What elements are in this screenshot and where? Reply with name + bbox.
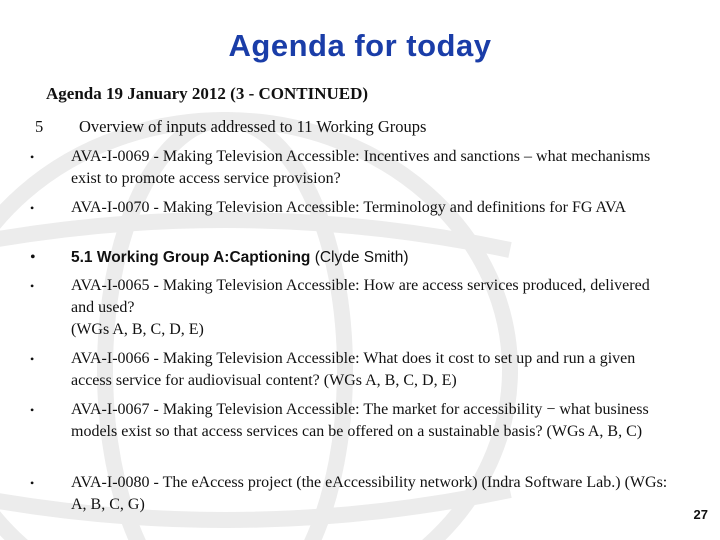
page-number: 27 [693, 507, 708, 522]
list-item-text: AVA-I-0070 - Making Television Accessible: Terminology and definitions for FG AVA [71, 199, 627, 216]
list-item [30, 472, 670, 516]
list-item [30, 146, 670, 190]
bullet-icon: • [30, 150, 35, 164]
agenda-subtitle: Agenda 19 January 2012 (3 - CONTINUED) [46, 84, 369, 103]
slide-title: Agenda for today [228, 28, 492, 63]
working-group-label: 5.1 Working Group A:Captioning [71, 249, 311, 266]
list-item [30, 275, 670, 341]
list-item-text: AVA-I-0067 - Making Television Accessible: The market for accessibility − what business models exist so that access services can be offered on a sustainable basis? (WGs A, B, C) [71, 401, 649, 440]
list-item-wgs: (WGs A, B, C, D, E) [71, 321, 204, 338]
working-group-lead: (Clyde Smith) [314, 249, 409, 266]
bullet-icon: • [30, 279, 35, 293]
list-item-text: AVA-I-0080 - The eAccess project (the eAccessibility network) (Indra Software Lab.) (WGs: A, B, C, G) [71, 474, 668, 513]
bullet-icon: • [30, 352, 35, 366]
agenda-item-number: 5 [35, 117, 44, 136]
agenda-item-title: Overview of inputs addressed to 11 Working Groups [79, 117, 427, 136]
bullet-icon: • [30, 201, 35, 215]
list-item-text: AVA-I-0069 - Making Television Accessible: Incentives and sanctions – what mechanisms exist to promote access service provision? [71, 148, 651, 187]
list-item [30, 197, 670, 219]
bullet-icon: • [30, 403, 35, 417]
list-item [30, 348, 670, 392]
list-item-text: AVA-I-0065 - Making Television Accessible: How are access services produced, delivered and used? [71, 277, 650, 316]
list-item-text: AVA-I-0066 - Making Television Accessible: What does it cost to set up and run a given access service for audiovisual content? (WGs A, B, C, D, E) [71, 350, 636, 389]
bullet-icon: • [30, 476, 35, 490]
bullet-icon: • [30, 249, 36, 266]
working-group-heading [30, 247, 670, 269]
list-item [30, 399, 670, 443]
